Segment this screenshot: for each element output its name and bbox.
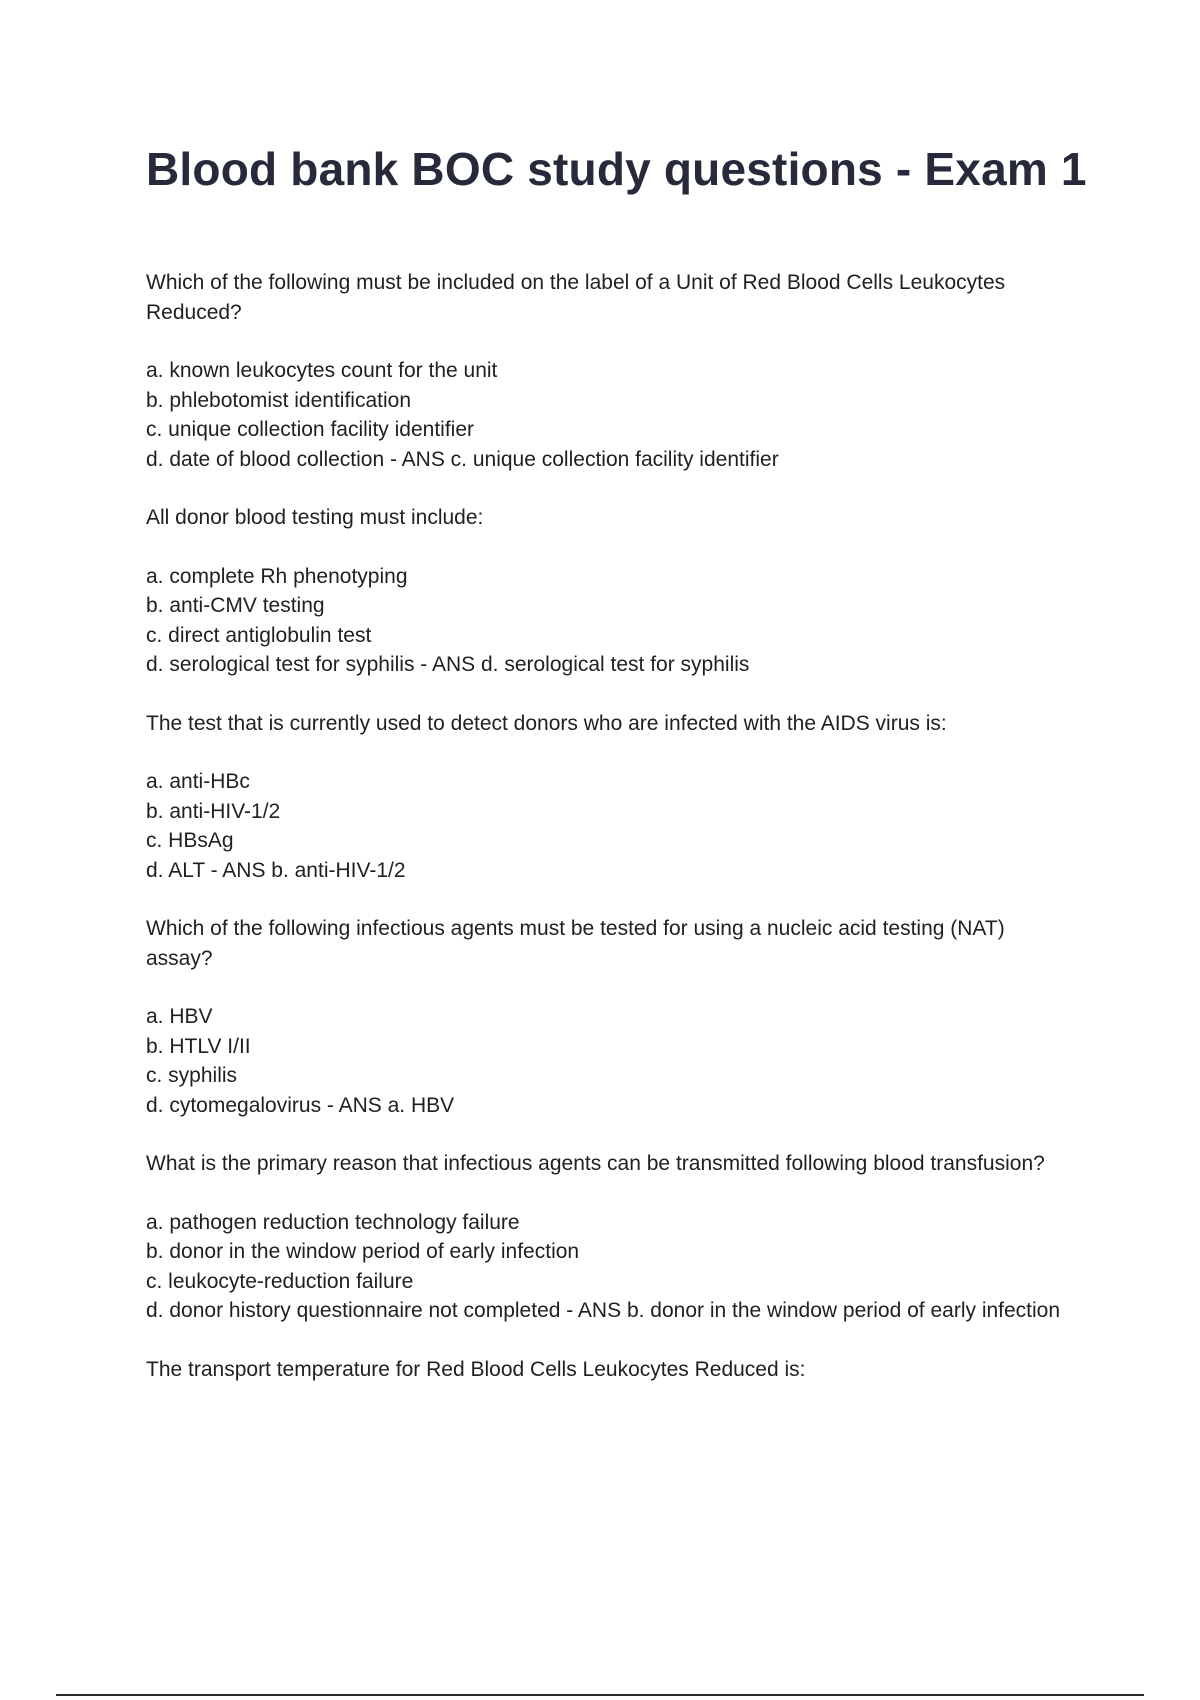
answer-option: c. leukocyte-reduction failure (146, 1269, 414, 1293)
answer-option: a. HBV (146, 1005, 213, 1028)
question-text: The test that is currently used to detect donors who are infected with the AIDS virus is: (146, 711, 947, 735)
answer-options (146, 1002, 1076, 1120)
answer-options (146, 562, 1076, 680)
answer-option: b. HTLV I/II (146, 1034, 251, 1058)
answer-option: b. anti-CMV testing (146, 594, 325, 617)
question-list (146, 268, 1076, 1413)
answer-options (146, 767, 1076, 885)
question-text: All donor blood testing must include: (146, 506, 484, 529)
answer-option: b. phlebotomist identification (146, 388, 411, 412)
footer-divider (56, 1694, 1144, 1696)
answer-option: d. serological test for syphilis - ANS d. serological test for syphilis (146, 653, 750, 676)
answer-option: d. cytomegalovirus - ANS a. HBV (146, 1093, 455, 1117)
question-text: What is the primary reason that infectious agents can be transmitted following blood transfusion? (146, 1152, 1045, 1175)
page-title: Blood bank BOC study questions - Exam 1 (146, 143, 1087, 195)
answer-option: a. pathogen reduction technology failure (146, 1210, 520, 1234)
answer-option: c. unique collection facility identifier (146, 418, 475, 441)
answer-option: c. syphilis (146, 1064, 238, 1087)
answer-option: d. ALT - ANS b. anti-HIV-1/2 (146, 858, 406, 882)
answer-option: b. donor in the window period of early infection (146, 1240, 580, 1263)
question-text: Which of the following must be included on the label of a Unit of Red Blood Cells Leukocytes Reduced? (146, 271, 1006, 324)
answer-option: a. known leukocytes count for the unit (146, 359, 498, 382)
answer-option: b. anti-HIV-1/2 (146, 799, 281, 823)
answer-option: c. direct antiglobulin test (146, 623, 372, 647)
answer-option: a. anti-HBc (146, 770, 250, 793)
answer-option: d. date of blood collection - ANS c. unique collection facility identifier (146, 447, 779, 471)
answer-options (146, 356, 1076, 474)
answer-option: a. complete Rh phenotyping (146, 564, 408, 588)
answer-options (146, 1208, 1076, 1326)
answer-option: c. HBsAg (146, 829, 234, 852)
question-text: The transport temperature for Red Blood Cells Leukocytes Reduced is: (146, 1357, 806, 1381)
question-text: Which of the following infectious agents must be tested for using a nucleic acid testing (NAT) assay? (146, 917, 1005, 970)
answer-option: d. donor history questionnaire not completed - ANS b. donor in the window period of early infection (146, 1299, 1061, 1322)
